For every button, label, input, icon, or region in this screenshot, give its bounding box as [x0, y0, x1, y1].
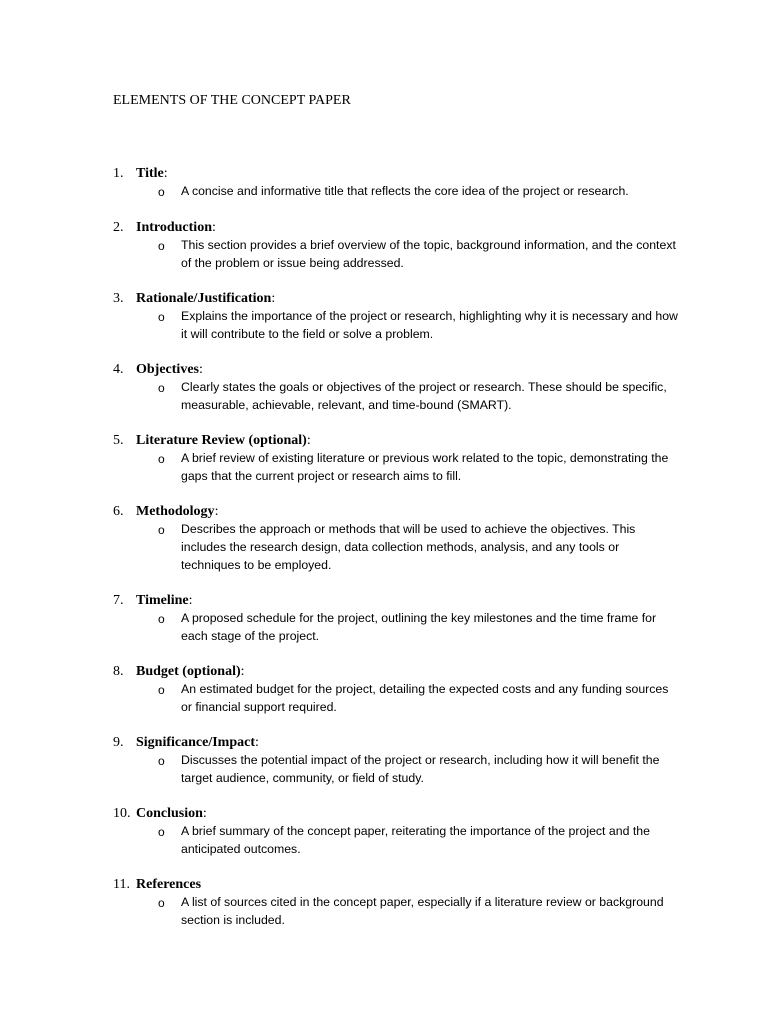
section-number: 5. — [113, 433, 124, 448]
section-number: 7. — [113, 593, 124, 608]
section-heading — [0, 805, 768, 823]
bullet-marker: o — [158, 239, 165, 253]
section-title-text — [136, 361, 203, 379]
section-number: 2. — [113, 220, 124, 235]
bullet-marker: o — [158, 612, 165, 626]
section-title-text — [136, 734, 259, 752]
section-heading — [0, 290, 768, 308]
section-bullet — [0, 823, 768, 859]
section-bullet — [0, 183, 768, 201]
section-title-text — [136, 503, 218, 521]
section-title-colon: : — [163, 166, 168, 181]
bullet-text: A list of sources cited in the concept paper, especially if a literature review or background section is included. — [181, 895, 664, 927]
bullet-text: A concise and informative title that reflects the core idea of the project or research. — [181, 184, 629, 198]
section-bullet — [0, 308, 768, 344]
section-references — [0, 876, 768, 930]
section-rationale — [0, 290, 768, 344]
section-number: 4. — [113, 362, 124, 377]
bullet-text: A brief summary of the concept paper, reiterating the importance of the project and the anticipated outcomes. — [181, 824, 650, 856]
section-bullet — [0, 681, 768, 717]
section-heading — [0, 592, 768, 610]
bullet-text: Discusses the potential impact of the project or research, including how it will benefit the target audience, community, or field of study. — [181, 753, 660, 785]
section-title-label: Timeline — [136, 593, 189, 608]
section-title-label: Significance/Impact — [136, 735, 255, 750]
section-title-label: References — [136, 877, 202, 892]
bullet-marker: o — [158, 310, 165, 324]
bullet-marker: o — [158, 683, 165, 697]
section-title-colon: : — [214, 504, 219, 519]
section-title-text — [136, 876, 201, 894]
section-bullet — [0, 610, 768, 646]
section-heading — [0, 361, 768, 379]
section-title-colon: : — [211, 220, 216, 235]
section-bullet — [0, 521, 768, 574]
bullet-text: Describes the approach or methods that will be used to achieve the objectives. This includes the research design, data collection methods, analysis, and any tools or techniques to be employed. — [181, 522, 636, 572]
section-heading — [0, 663, 768, 681]
section-bullet — [0, 450, 768, 486]
section-title-label: Title — [136, 166, 164, 181]
section-title-label: Literature Review (optional) — [136, 433, 307, 448]
section-title-text — [136, 432, 311, 450]
section-number: 10. — [113, 806, 131, 821]
section-timeline — [0, 592, 768, 646]
section-title-colon: : — [271, 291, 276, 306]
section-title-label: Introduction — [136, 220, 212, 235]
section-title-label: Budget (optional) — [136, 664, 241, 679]
bullet-marker: o — [158, 754, 165, 768]
section-title-colon: : — [188, 593, 193, 608]
section-title-label: Rationale/Justification — [136, 291, 272, 306]
bullet-text: A brief review of existing literature or previous work related to the topic, demonstrating the gaps that the current project or research aims to fill. — [181, 451, 669, 483]
section-title-colon: : — [198, 362, 203, 377]
bullet-marker: o — [158, 452, 165, 466]
section-conclusion — [0, 805, 768, 859]
bullet-marker: o — [158, 825, 165, 839]
section-title-label: Methodology — [136, 504, 215, 519]
section-budget — [0, 663, 768, 717]
section-literature-review — [0, 432, 768, 486]
section-title-colon: : — [202, 806, 207, 821]
bullet-marker: o — [158, 523, 165, 537]
section-title-colon: : — [255, 735, 259, 750]
section-title-text — [136, 165, 168, 183]
bullet-text: Clearly states the goals or objectives of the project or research. These should be specific, measurable, achievable, relevant, and time-bound (SMART). — [181, 380, 667, 412]
section-title-text — [136, 663, 245, 681]
section-title-colon: : — [240, 664, 245, 679]
section-number: 11. — [113, 877, 130, 892]
section-heading — [0, 876, 768, 894]
section-title-text — [136, 290, 275, 308]
bullet-text: An estimated budget for the project, detailing the expected costs and any funding sources or financial support required. — [181, 682, 669, 714]
section-title-label: Conclusion — [136, 806, 203, 821]
bullet-text: Explains the importance of the project or research, highlighting why it is necessary and how it will contribute to the field or solve a problem. — [181, 309, 678, 341]
section-introduction — [0, 219, 768, 273]
section-title-text — [136, 592, 193, 610]
section-bullet — [0, 379, 768, 415]
section-bullet — [0, 894, 768, 930]
section-title-text — [136, 805, 207, 823]
section-title-text — [136, 219, 216, 237]
section-number: 1. — [113, 166, 124, 181]
section-title — [0, 165, 768, 201]
section-heading — [0, 219, 768, 237]
section-number: 6. — [113, 504, 124, 519]
section-methodology — [0, 503, 768, 574]
section-title-colon: : — [306, 433, 311, 448]
bullet-text: This section provides a brief overview of the topic, background information, and the context of the problem or issue being addressed. — [181, 238, 676, 270]
section-title-label: Objectives — [136, 362, 199, 377]
section-objectives — [0, 361, 768, 415]
section-significance — [0, 734, 768, 788]
section-bullet — [0, 237, 768, 273]
section-number: 9. — [113, 735, 124, 750]
bullet-text: A proposed schedule for the project, outlining the key milestones and the time frame for each stage of the project. — [181, 611, 657, 643]
section-heading — [0, 734, 768, 752]
section-heading — [0, 432, 768, 450]
bullet-marker: o — [158, 185, 165, 199]
section-number: 8. — [113, 664, 124, 679]
bullet-marker: o — [158, 896, 165, 910]
section-number: 3. — [113, 291, 124, 306]
page-title: ELEMENTS OF THE CONCEPT PAPER — [113, 93, 351, 108]
section-heading — [0, 165, 768, 183]
section-heading — [0, 503, 768, 521]
section-bullet — [0, 752, 768, 788]
bullet-marker: o — [158, 381, 165, 395]
